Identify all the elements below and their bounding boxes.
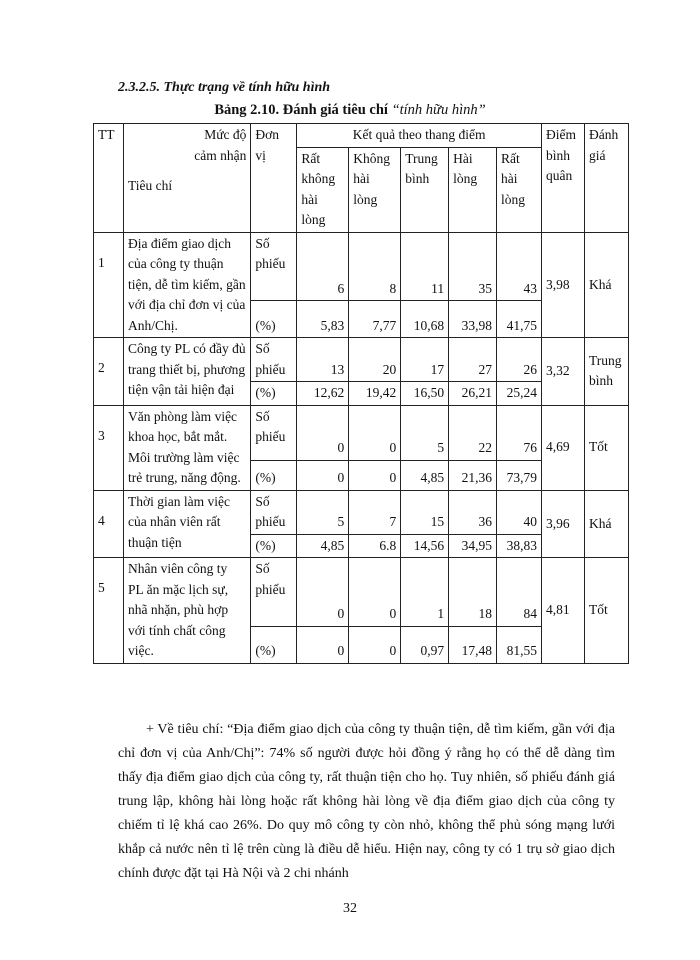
count-cell: 40 <box>497 490 542 534</box>
count-cell: 0 <box>349 405 401 460</box>
percent-cell: 5,83 <box>297 301 349 338</box>
count-cell: 8 <box>349 232 401 301</box>
row-unit-pct: (%) <box>251 382 297 406</box>
row-tt: 1 <box>94 232 124 338</box>
row-score: 3,98 <box>542 232 585 338</box>
count-cell: 27 <box>449 338 497 382</box>
row-rating: Khá <box>584 232 628 338</box>
count-cell: 0 <box>297 558 349 627</box>
header-danh-gia: Đánh giá <box>584 124 628 233</box>
header-tt: TT <box>94 124 124 233</box>
count-cell: 7 <box>349 490 401 534</box>
header-level-5: Rất hài lòng <box>497 147 542 232</box>
percent-cell: 6.8 <box>349 534 401 558</box>
row-criterion: Địa điểm giao dịch của công ty thuận tiện, dễ tìm kiếm, gần với địa chỉ đơn vị của Anh/Chị. <box>123 232 250 338</box>
percent-cell: 33,98 <box>449 301 497 338</box>
row-unit-pct: (%) <box>251 626 297 663</box>
percent-cell: 19,42 <box>349 382 401 406</box>
count-cell: 5 <box>297 490 349 534</box>
row-tt: 3 <box>94 405 124 490</box>
header-tieu-chi: Tiêu chí <box>127 178 173 193</box>
table-row <box>94 490 629 534</box>
row-rating: Tốt <box>584 558 628 664</box>
row-criterion: Nhân viên công ty PL ăn mặc lịch sự, nhã nhặn, phù hợp với tính chất công việc. <box>123 558 250 664</box>
percent-cell: 21,36 <box>449 460 497 490</box>
row-unit-count: Số phiếu <box>251 338 297 382</box>
row-score: 3,96 <box>542 490 585 558</box>
table-row <box>94 558 629 627</box>
header-diagonal-cell <box>123 124 250 233</box>
header-level-1: Rất không hài lòng <box>297 147 349 232</box>
row-unit-pct: (%) <box>251 460 297 490</box>
percent-cell: 0 <box>349 460 401 490</box>
count-cell: 13 <box>297 338 349 382</box>
percent-cell: 10,68 <box>401 301 449 338</box>
count-cell: 22 <box>449 405 497 460</box>
row-rating: Trung bình <box>584 338 628 406</box>
percent-cell: 17,48 <box>449 626 497 663</box>
percent-cell: 73,79 <box>497 460 542 490</box>
percent-cell: 34,95 <box>449 534 497 558</box>
percent-cell: 0 <box>297 626 349 663</box>
count-cell: 11 <box>401 232 449 301</box>
count-cell: 6 <box>297 232 349 301</box>
count-cell: 0 <box>297 405 349 460</box>
row-unit-pct: (%) <box>251 534 297 558</box>
header-don-vi: Đơn vị <box>251 124 297 233</box>
row-unit-count: Số phiếu <box>251 558 297 627</box>
row-score: 4,81 <box>542 558 585 664</box>
table-row <box>94 405 629 460</box>
percent-cell: 25,24 <box>497 382 542 406</box>
header-row-1 <box>94 124 629 148</box>
evaluation-table <box>93 123 629 664</box>
header-level-2: Không hài lòng <box>349 147 401 232</box>
body-paragraph <box>118 718 615 886</box>
table-row <box>94 338 629 382</box>
row-unit-count: Số phiếu <box>251 490 297 534</box>
count-cell: 0 <box>349 558 401 627</box>
row-tt: 2 <box>94 338 124 406</box>
row-rating: Tốt <box>584 405 628 490</box>
percent-cell: 38,83 <box>497 534 542 558</box>
caption-italic: “tính hữu hình” <box>391 102 486 118</box>
percent-cell: 26,21 <box>449 382 497 406</box>
percent-cell: 0 <box>297 460 349 490</box>
row-unit-count: Số phiếu <box>251 405 297 460</box>
row-score: 3,32 <box>542 338 585 406</box>
header-level-3: Trung bình <box>401 147 449 232</box>
percent-cell: 16,50 <box>401 382 449 406</box>
count-cell: 15 <box>401 490 449 534</box>
percent-cell: 4,85 <box>401 460 449 490</box>
header-level-4: Hài lòng <box>449 147 497 232</box>
count-cell: 84 <box>497 558 542 627</box>
row-criterion: Công ty PL có đầy đủ trang thiết bị, phương tiện vận tải hiện đại <box>123 338 250 406</box>
row-unit-pct: (%) <box>251 301 297 338</box>
caption-main: Bảng 2.10. Đánh giá tiêu chí <box>214 102 392 118</box>
percent-cell: 41,75 <box>497 301 542 338</box>
count-cell: 76 <box>497 405 542 460</box>
percent-cell: 0 <box>349 626 401 663</box>
header-diem: Điểm bình quân <box>542 124 585 233</box>
row-unit-count: Số phiếu <box>251 232 297 301</box>
paragraph-text: + Về tiêu chí: “Địa điểm giao dịch của công ty thuận tiện, dễ tìm kiếm, gần với địa chỉ đơn vị của Anh/Chị”: 74% số người được hỏi đồng ý rằng họ có thể dễ dàng tìm thấy địa điểm giao dịch của công ty, rất thuận tiện cho họ. Tuy nhiên, số phiếu đánh giá trung lập, không hài lòng hoặc rất không hài lòng về địa điểm giao dịch của công ty chiếm tỉ lệ khá cao 26%. Do quy mô công ty còn nhỏ, không thể phủ sóng mạng lưới khắp cả nước nên tỉ lệ trên cùng là điều dễ hiểu. Hiện nay, công ty có 1 trụ sở giao dịch chính được đặt tại Hà Nội và 2 chi nhánh <box>118 722 615 881</box>
header-muc-do: Mức độ <box>204 127 247 142</box>
row-score: 4,69 <box>542 405 585 490</box>
table-row <box>94 232 629 301</box>
percent-cell: 0,97 <box>401 626 449 663</box>
section-heading: 2.3.2.5. Thực trạng về tính hữu hình <box>118 80 331 95</box>
percent-cell: 14,56 <box>401 534 449 558</box>
count-cell: 35 <box>449 232 497 301</box>
header-ket-qua: Kết quả theo thang điểm <box>297 124 542 148</box>
row-tt: 5 <box>94 558 124 664</box>
page-number: 32 <box>343 901 357 916</box>
count-cell: 18 <box>449 558 497 627</box>
count-cell: 17 <box>401 338 449 382</box>
table-caption <box>0 102 700 119</box>
row-rating: Khá <box>584 490 628 558</box>
row-tt: 4 <box>94 490 124 558</box>
percent-cell: 7,77 <box>349 301 401 338</box>
count-cell: 5 <box>401 405 449 460</box>
count-cell: 36 <box>449 490 497 534</box>
row-criterion: Thời gian làm việc của nhân viên rất thuận tiện <box>123 490 250 558</box>
percent-cell: 4,85 <box>297 534 349 558</box>
count-cell: 20 <box>349 338 401 382</box>
percent-cell: 12,62 <box>297 382 349 406</box>
count-cell: 43 <box>497 232 542 301</box>
count-cell: 26 <box>497 338 542 382</box>
percent-cell: 81,55 <box>497 626 542 663</box>
row-criterion: Văn phòng làm việc khoa học, bắt mắt. Môi trường làm việc trẻ trung, năng động. <box>123 405 250 490</box>
header-cam-nhan: cảm nhận <box>194 147 247 163</box>
count-cell: 1 <box>401 558 449 627</box>
